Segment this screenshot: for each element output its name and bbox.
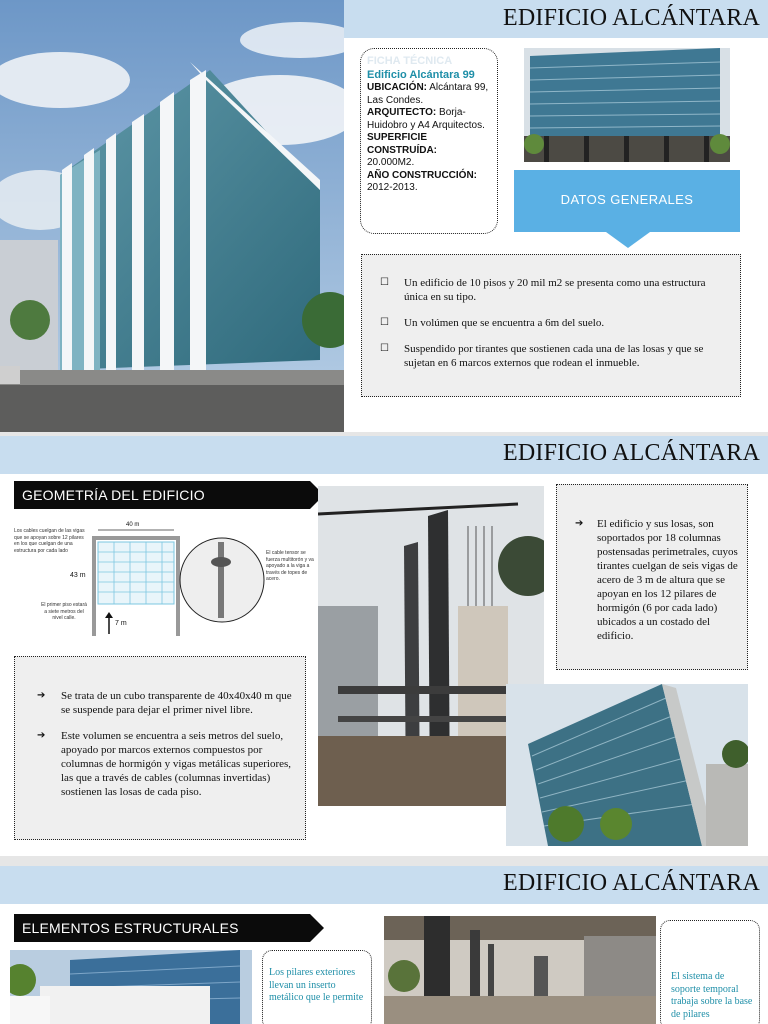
geometria-left-bullet-2: ➔ Este volumen se encuentra a seis metros del suelo, apoyado por marcos externos compuestos por columnas de hormigón y vigas metálicas superiores, las que a través de cables (columnas invertidas) sostienen las losas de cada piso.: [37, 730, 292, 798]
ficha-arquitecto: [367, 107, 491, 132]
page-3: [0, 866, 768, 1024]
tab-arrow-icon: [310, 914, 324, 942]
temporary-support-photo: [384, 916, 656, 1024]
arrow-icon: ➔: [37, 690, 46, 701]
dim-bottom: 7 m: [115, 620, 127, 627]
building-hero-photo: [0, 0, 344, 432]
arrow-icon: ➔: [575, 518, 584, 529]
elementos-note-right: [660, 920, 760, 1024]
ficha-ubicacion: [367, 82, 491, 107]
page-2-title: EDIFICIO ALCÁNTARA: [502, 440, 760, 466]
geometria-section-tab: [14, 481, 310, 509]
geometria-right-bullet: ➔ El edificio y sus losas, son soportados por 18 columnas postensadas perimetrales, cuyos tirantes cuelgan de seis vigas de acero de 3 m de altura que se apoyan en los 12 pilares de hormigón (6 por cada lado) ubicados a un costado del edificio.: [575, 518, 738, 642]
anio-value: 2012-2013.: [367, 182, 418, 193]
ficha-superficie: [367, 132, 491, 170]
page-1: [0, 0, 768, 432]
diagram-note-top-left: Los cables cuelgan de las vigas que se apoyan sobre 12 pilares en los que cuelgan de una estructura por cada lado: [14, 528, 85, 554]
elementos-section-label: ELEMENTOS ESTRUCTURALES: [22, 920, 239, 936]
ficha-anio: [367, 170, 491, 195]
geometry-diagram: [14, 522, 314, 642]
anio-label: AÑO CONSTRUCCIÓN:: [367, 169, 477, 181]
geometria-section-label: GEOMETRÍA DEL EDIFICIO: [22, 487, 205, 503]
building-front-photo: [524, 48, 730, 162]
ficha-heading: FICHA TÉCNICA: [367, 55, 453, 67]
arrow-icon: ➔: [37, 730, 46, 741]
arquitecto-label: ARQUITECTO:: [367, 107, 437, 118]
callout-pointer: [606, 232, 650, 248]
dim-side: 43 m: [70, 572, 86, 579]
elementos-note-left-text: Los pilares exteriores llevan un inserto metálico que le permite: [269, 967, 364, 1003]
page-gap-2: [0, 856, 768, 866]
glass-facade-photo: [506, 684, 748, 846]
ubicacion-label: UBICACIÓN:: [367, 82, 427, 93]
page-2: [0, 436, 768, 856]
superficie-label: SUPERFICIE CONSTRUÍDA:: [367, 132, 437, 156]
checkbox-icon: ☐: [380, 277, 389, 288]
diagram-note-right: El cable tensor se fuerza multitorón y va apoyado a la viga a través de topes de acero.: [266, 550, 314, 582]
datos-generales-callout: [514, 170, 740, 232]
geometria-right-box: [556, 484, 748, 670]
datos-bullets-box: [361, 254, 741, 397]
ubicacion-value: Alcántara 99, Las Condes.: [367, 82, 489, 106]
diagram-note-left: El primer piso estará a siete metros del nivel calle.: [41, 602, 87, 621]
geometria-left-box: [14, 656, 306, 840]
dim-top: 40 m: [126, 522, 140, 528]
elementos-section-tab: [14, 914, 310, 942]
page-1-title: EDIFICIO ALCÁNTARA: [502, 5, 760, 31]
datos-bullet-2: ☐ Un volúmen que se encuentra a 6m del suelo.: [380, 317, 605, 329]
geometria-left-bullet-1: ➔ Se trata de un cubo transparente de 40x40x40 m que se suspende para dejar el primer nivel libre.: [37, 690, 292, 716]
datos-generales-label: DATOS GENERALES: [560, 192, 694, 207]
elementos-note-left: [262, 950, 372, 1024]
ficha-tecnica-box: [360, 48, 498, 234]
ficha-name: Edificio Alcántara 99: [367, 69, 475, 81]
pillar-photo: [10, 950, 252, 1024]
datos-bullet-3: ☐ Suspendido por tirantes que sostienen cada una de las losas y que se sujetan en 6 marcos externos que rodean el inmueble.: [380, 343, 704, 369]
arquitecto-value: Borja-Huidobro y A4 Arquitectos.: [367, 107, 485, 131]
superficie-value: 20.000M2.: [367, 157, 415, 168]
elementos-note-right-text: El sistema de soporte temporal trabaja sobre la base de pilares: [671, 971, 753, 1020]
datos-bullet-1: ☐ Un edificio de 10 pisos y 20 mil m2 se presenta como una estructura única en su tipo.: [380, 277, 706, 303]
checkbox-icon: ☐: [380, 343, 389, 354]
checkbox-icon: ☐: [380, 317, 389, 328]
page-3-title: EDIFICIO ALCÁNTARA: [502, 870, 760, 896]
